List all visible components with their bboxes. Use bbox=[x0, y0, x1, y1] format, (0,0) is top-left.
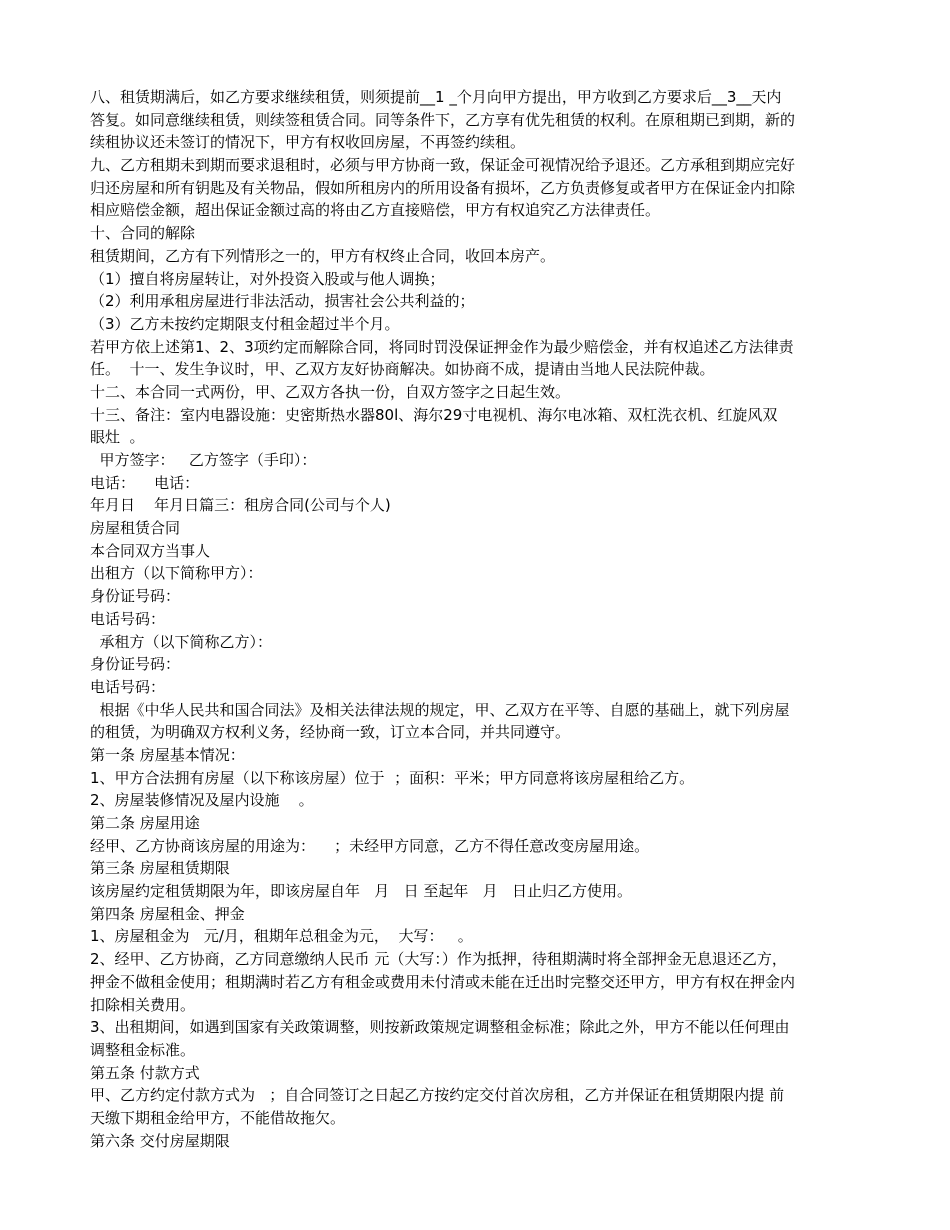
text-line: 眼灶 。 bbox=[90, 428, 145, 447]
section-heading: 第一条 房屋基本情况： bbox=[90, 745, 245, 764]
text-line: 根据《中华人民共和国合同法》及相关法律法规的规定，甲、乙双方在平等、自愿的基础上，就下列房屋 bbox=[90, 700, 790, 719]
section-heading: 第三条 房屋租赁期限 bbox=[90, 859, 230, 878]
text-line: 租赁期间，乙方有下列情形之一的，甲方有权终止合同，收回本房产。 bbox=[90, 246, 556, 265]
text-line: 续租协议还未签订的情况下，甲方有权收回房屋，不再签约续租。 bbox=[90, 133, 526, 152]
text-line: 八、租赁期满后，如乙方要求继续租赁，则须提前__1 _个月向甲方提出，甲方收到乙方要求后__3__天内 bbox=[90, 88, 782, 106]
text-line: 该房屋约定租赁期限为年，即该房屋自年 月 日 至起年 月 日止归乙方使用。 bbox=[90, 882, 632, 901]
form-field-label: 承租方（以下简称乙方）： bbox=[90, 632, 273, 651]
section-heading: 第六条 交付房屋期限 bbox=[90, 1131, 230, 1150]
section-heading: 第四条 房屋租金、押金 bbox=[90, 904, 245, 923]
text-line: 经甲、乙方协商该房屋的用途为： ；未经甲方同意，乙方不得任意改变房屋用途。 bbox=[90, 836, 650, 855]
text-line: 十三、备注：室内电器设施：史密斯热水器80l、海尔29寸电视机、海尔电冰箱、双杠洗衣机、红旋风双 bbox=[90, 405, 778, 424]
text-line: 若甲方依上述第1、2、3项约定而解除合同，将同时罚没保证押金作为最少赔偿金，并有权追述乙方法律责 bbox=[90, 337, 794, 356]
contract-document bbox=[90, 86, 862, 1152]
list-item: （2）利用承租房屋进行非法活动，损害社会公共利益的； bbox=[90, 292, 475, 311]
text-line: 天缴下期租金给甲方，不能借故拖欠。 bbox=[90, 1108, 346, 1127]
phone-line: 电话： 电话： bbox=[90, 473, 200, 492]
text-line: 答复。如同意继续租赁，则续签租赁合同。同等条件下，乙方享有优先租赁的权利。在原租期已到期，新的 bbox=[90, 110, 796, 129]
text-line: 相应赔偿金额，超出保证金额过高的将由乙方直接赔偿，甲方有权追究乙方法律责任。 bbox=[90, 201, 661, 220]
form-field-label: 出租方（以下简称甲方）： bbox=[90, 564, 263, 583]
text-line: 归还房屋和所有钥匙及有关物品，假如所租房内的所用设备有损坏，乙方负责修复或者甲方在保证金内扣除 bbox=[90, 178, 796, 197]
text-line: 3、出租期间，如遇到国家有关政策调整，则按新政策规定调整租金标准；除此之外，甲方不能以任何理由 bbox=[90, 1018, 790, 1037]
text-line: 扣除相关费用。 bbox=[90, 995, 196, 1014]
text-line: 押金不做租金使用；租期满时若乙方有租金或费用未付清或未能在迁出时完整交还甲方，甲方有权在押金内 bbox=[90, 972, 796, 991]
text-line: 调整租金标准。 bbox=[90, 1040, 196, 1059]
text-line: 本合同双方当事人 bbox=[90, 541, 211, 560]
text-line: 2、经甲、乙方协商，乙方同意缴纳人民币 元（大写：）作为抵押，待租期满时将全部押金无息退还乙方， bbox=[90, 950, 787, 969]
form-field-label: 电话号码： bbox=[90, 609, 166, 628]
text-line: 1、甲方合法拥有房屋（以下称该房屋）位于 ；面积：平米；甲方同意将该房屋租给乙方。 bbox=[90, 768, 695, 787]
text-line: 2、房屋装修情况及屋内设施 。 bbox=[90, 791, 314, 810]
text-line: 十二、本合同一式两份，甲、乙双方各执一份，自双方签字之日起生效。 bbox=[90, 382, 571, 401]
text-line: 的租赁，为明确双方权利义务，经协商一致，订立本合同，并共同遵守。 bbox=[90, 723, 571, 742]
list-item: （1）擅自将房屋转让，对外投资入股或与他人调换； bbox=[90, 269, 445, 288]
contract-title: 房屋租赁合同 bbox=[90, 519, 181, 538]
list-item: （3）乙方未按约定期限支付租金超过半个月。 bbox=[90, 314, 400, 333]
signature-line: 甲方签字： 乙方签字（手印）： bbox=[90, 451, 317, 469]
text-line: 任。 十一、发生争议时，甲、乙双方友好协商解决。如协商不成，提请由当地人民法院仲裁。 bbox=[90, 360, 715, 379]
text-line: 甲、乙方约定付款方式为 ；自合同签订之日起乙方按约定交付首次房租，乙方并保证在租赁期限内提 前 bbox=[90, 1086, 785, 1105]
form-field-label: 身份证号码： bbox=[90, 655, 181, 674]
text-line: 1、房屋租金为 元/月，租期年总租金为元， 大写： 。 bbox=[90, 927, 473, 946]
date-line: 年月日 年月日篇三：租房合同(公司与个人) bbox=[90, 496, 391, 515]
section-heading: 第五条 付款方式 bbox=[90, 1063, 200, 1082]
form-field-label: 身份证号码： bbox=[90, 587, 181, 606]
text-line: 九、乙方租期未到期而要求退租时，必须与甲方协商一致，保证金可视情况给予退还。乙方承租到期应完好 bbox=[90, 156, 796, 175]
form-field-label: 电话号码： bbox=[90, 677, 166, 696]
section-heading: 第二条 房屋用途 bbox=[90, 814, 200, 832]
section-heading: 十、合同的解除 bbox=[90, 224, 196, 243]
